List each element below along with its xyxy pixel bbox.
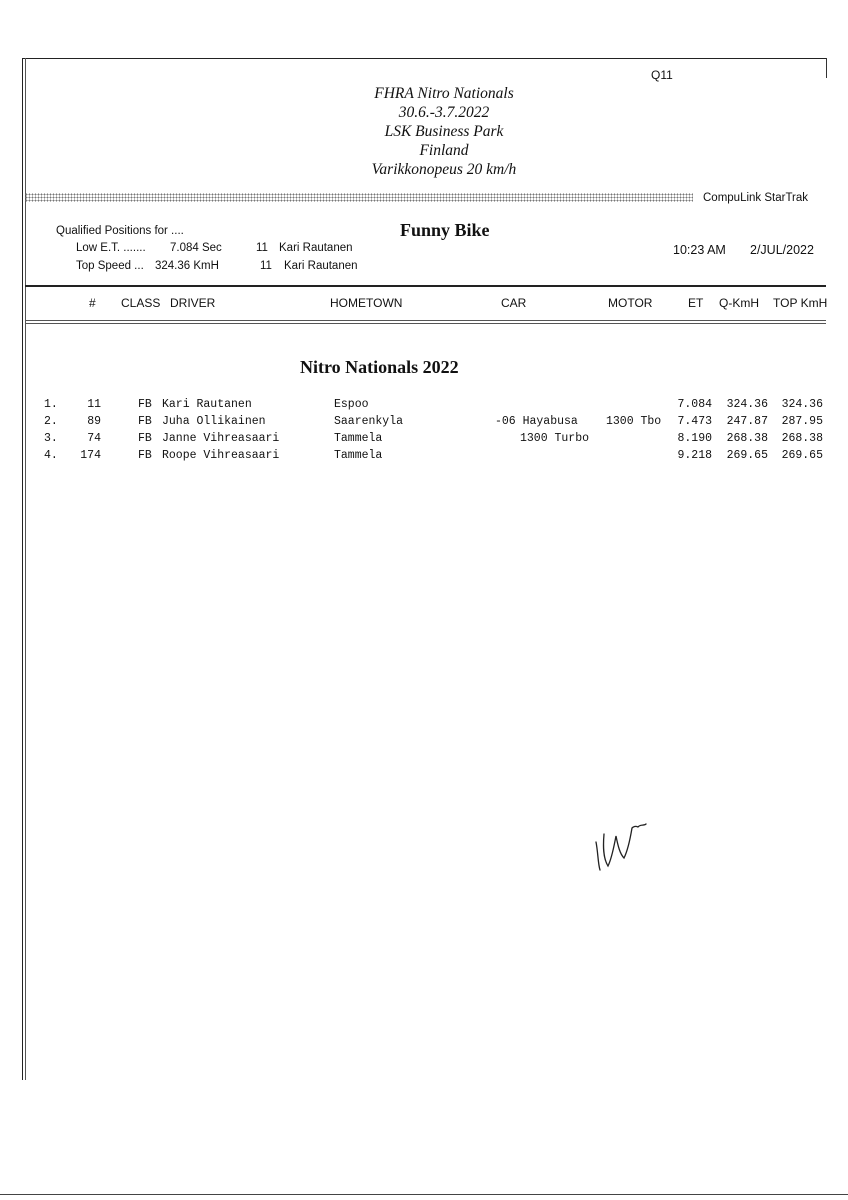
result-row bbox=[0, 415, 848, 432]
row-driver: Juha Ollikainen bbox=[162, 415, 266, 428]
frame-left-inner-border bbox=[25, 58, 26, 1080]
row-driver: Roope Vihreasaari bbox=[162, 449, 280, 462]
col-et-header: ET bbox=[688, 296, 704, 310]
row-car: -06 Hayabusa bbox=[495, 415, 578, 428]
frame-right-border bbox=[826, 58, 827, 78]
col-qkmh-header: Q-KmH bbox=[719, 296, 759, 310]
row-et: 7.473 bbox=[677, 415, 712, 428]
report-time: 10:23 AM bbox=[673, 243, 726, 257]
qualified-title: Qualified Positions for .... bbox=[56, 225, 184, 237]
class-title: Funny Bike bbox=[400, 220, 490, 240]
row-top: 269.65 bbox=[781, 449, 823, 462]
low-et-driver: Kari Rautanen bbox=[279, 242, 353, 254]
row-top: 268.38 bbox=[781, 432, 823, 445]
system-name: CompuLink StarTrak bbox=[703, 192, 809, 204]
row-qkmh: 247.87 bbox=[726, 415, 768, 428]
row-number: 174 bbox=[80, 449, 101, 462]
row-qkmh: 268.38 bbox=[726, 432, 768, 445]
col-driver-header: DRIVER bbox=[170, 296, 216, 310]
col-motor-header: MOTOR bbox=[608, 296, 653, 310]
header-rule-bottom bbox=[25, 320, 826, 321]
result-row bbox=[0, 398, 848, 415]
row-et: 7.084 bbox=[677, 398, 712, 411]
col-top-header: TOP KmH bbox=[773, 296, 828, 310]
row-position: 3. bbox=[44, 432, 58, 445]
row-et: 9.218 bbox=[677, 449, 712, 462]
frame-left-border bbox=[22, 58, 23, 1080]
event-dates: 30.6.-3.7.2022 bbox=[398, 104, 490, 121]
event-title: Nitro Nationals 2022 bbox=[300, 357, 459, 377]
row-car: 1300 Turbo bbox=[520, 432, 590, 445]
low-et-number: 11 bbox=[256, 242, 268, 254]
row-class: FB bbox=[138, 415, 152, 428]
signature-icon bbox=[588, 812, 658, 882]
event-name: FHRA Nitro Nationals bbox=[374, 85, 514, 102]
row-class: FB bbox=[138, 449, 152, 462]
col-class-header: CLASS bbox=[121, 296, 161, 310]
row-number: 11 bbox=[87, 398, 101, 411]
row-qkmh: 269.65 bbox=[726, 449, 768, 462]
row-motor: 1300 Tbo bbox=[606, 415, 662, 428]
event-header bbox=[300, 84, 588, 179]
row-driver: Janne Vihreasaari bbox=[162, 432, 280, 445]
row-hometown: Tammela bbox=[334, 449, 383, 462]
row-qkmh: 324.36 bbox=[726, 398, 768, 411]
result-row bbox=[0, 432, 848, 449]
top-speed-value: 324.36 KmH bbox=[155, 260, 219, 272]
row-top: 324.36 bbox=[781, 398, 823, 411]
low-et-label: Low E.T. ....... bbox=[76, 242, 146, 254]
col-car-header: CAR bbox=[501, 296, 527, 310]
event-venue: LSK Business Park bbox=[384, 123, 504, 140]
header-rule-top bbox=[25, 285, 826, 287]
row-et: 8.190 bbox=[677, 432, 712, 445]
row-position: 4. bbox=[44, 449, 58, 462]
row-hometown: Espoo bbox=[334, 398, 369, 411]
row-top: 287.95 bbox=[781, 415, 823, 428]
low-et-value: 7.084 Sec bbox=[170, 242, 222, 254]
top-speed-driver: Kari Rautanen bbox=[284, 260, 358, 272]
dotted-separator bbox=[25, 193, 693, 202]
row-hometown: Saarenkyla bbox=[334, 415, 404, 428]
row-number: 74 bbox=[87, 432, 101, 445]
event-country: Finland bbox=[419, 142, 469, 159]
top-speed-number: 11 bbox=[260, 260, 272, 272]
header-rule-bottom-double bbox=[25, 323, 826, 324]
col-number-header: # bbox=[89, 296, 96, 310]
row-class: FB bbox=[138, 398, 152, 411]
row-position: 2. bbox=[44, 415, 58, 428]
row-number: 89 bbox=[87, 415, 101, 428]
report-date: 2/JUL/2022 bbox=[750, 243, 814, 257]
row-position: 1. bbox=[44, 398, 58, 411]
row-driver: Kari Rautanen bbox=[162, 398, 252, 411]
row-class: FB bbox=[138, 432, 152, 445]
frame-top-border bbox=[22, 58, 827, 59]
event-note: Varikkonopeus 20 km/h bbox=[371, 161, 517, 178]
sheet-code: Q11 bbox=[651, 68, 673, 82]
row-hometown: Tammela bbox=[334, 432, 383, 445]
top-speed-label: Top Speed ... bbox=[76, 260, 144, 272]
page-bottom-line bbox=[0, 1194, 848, 1195]
result-row bbox=[0, 449, 848, 466]
col-hometown-header: HOMETOWN bbox=[330, 296, 403, 310]
